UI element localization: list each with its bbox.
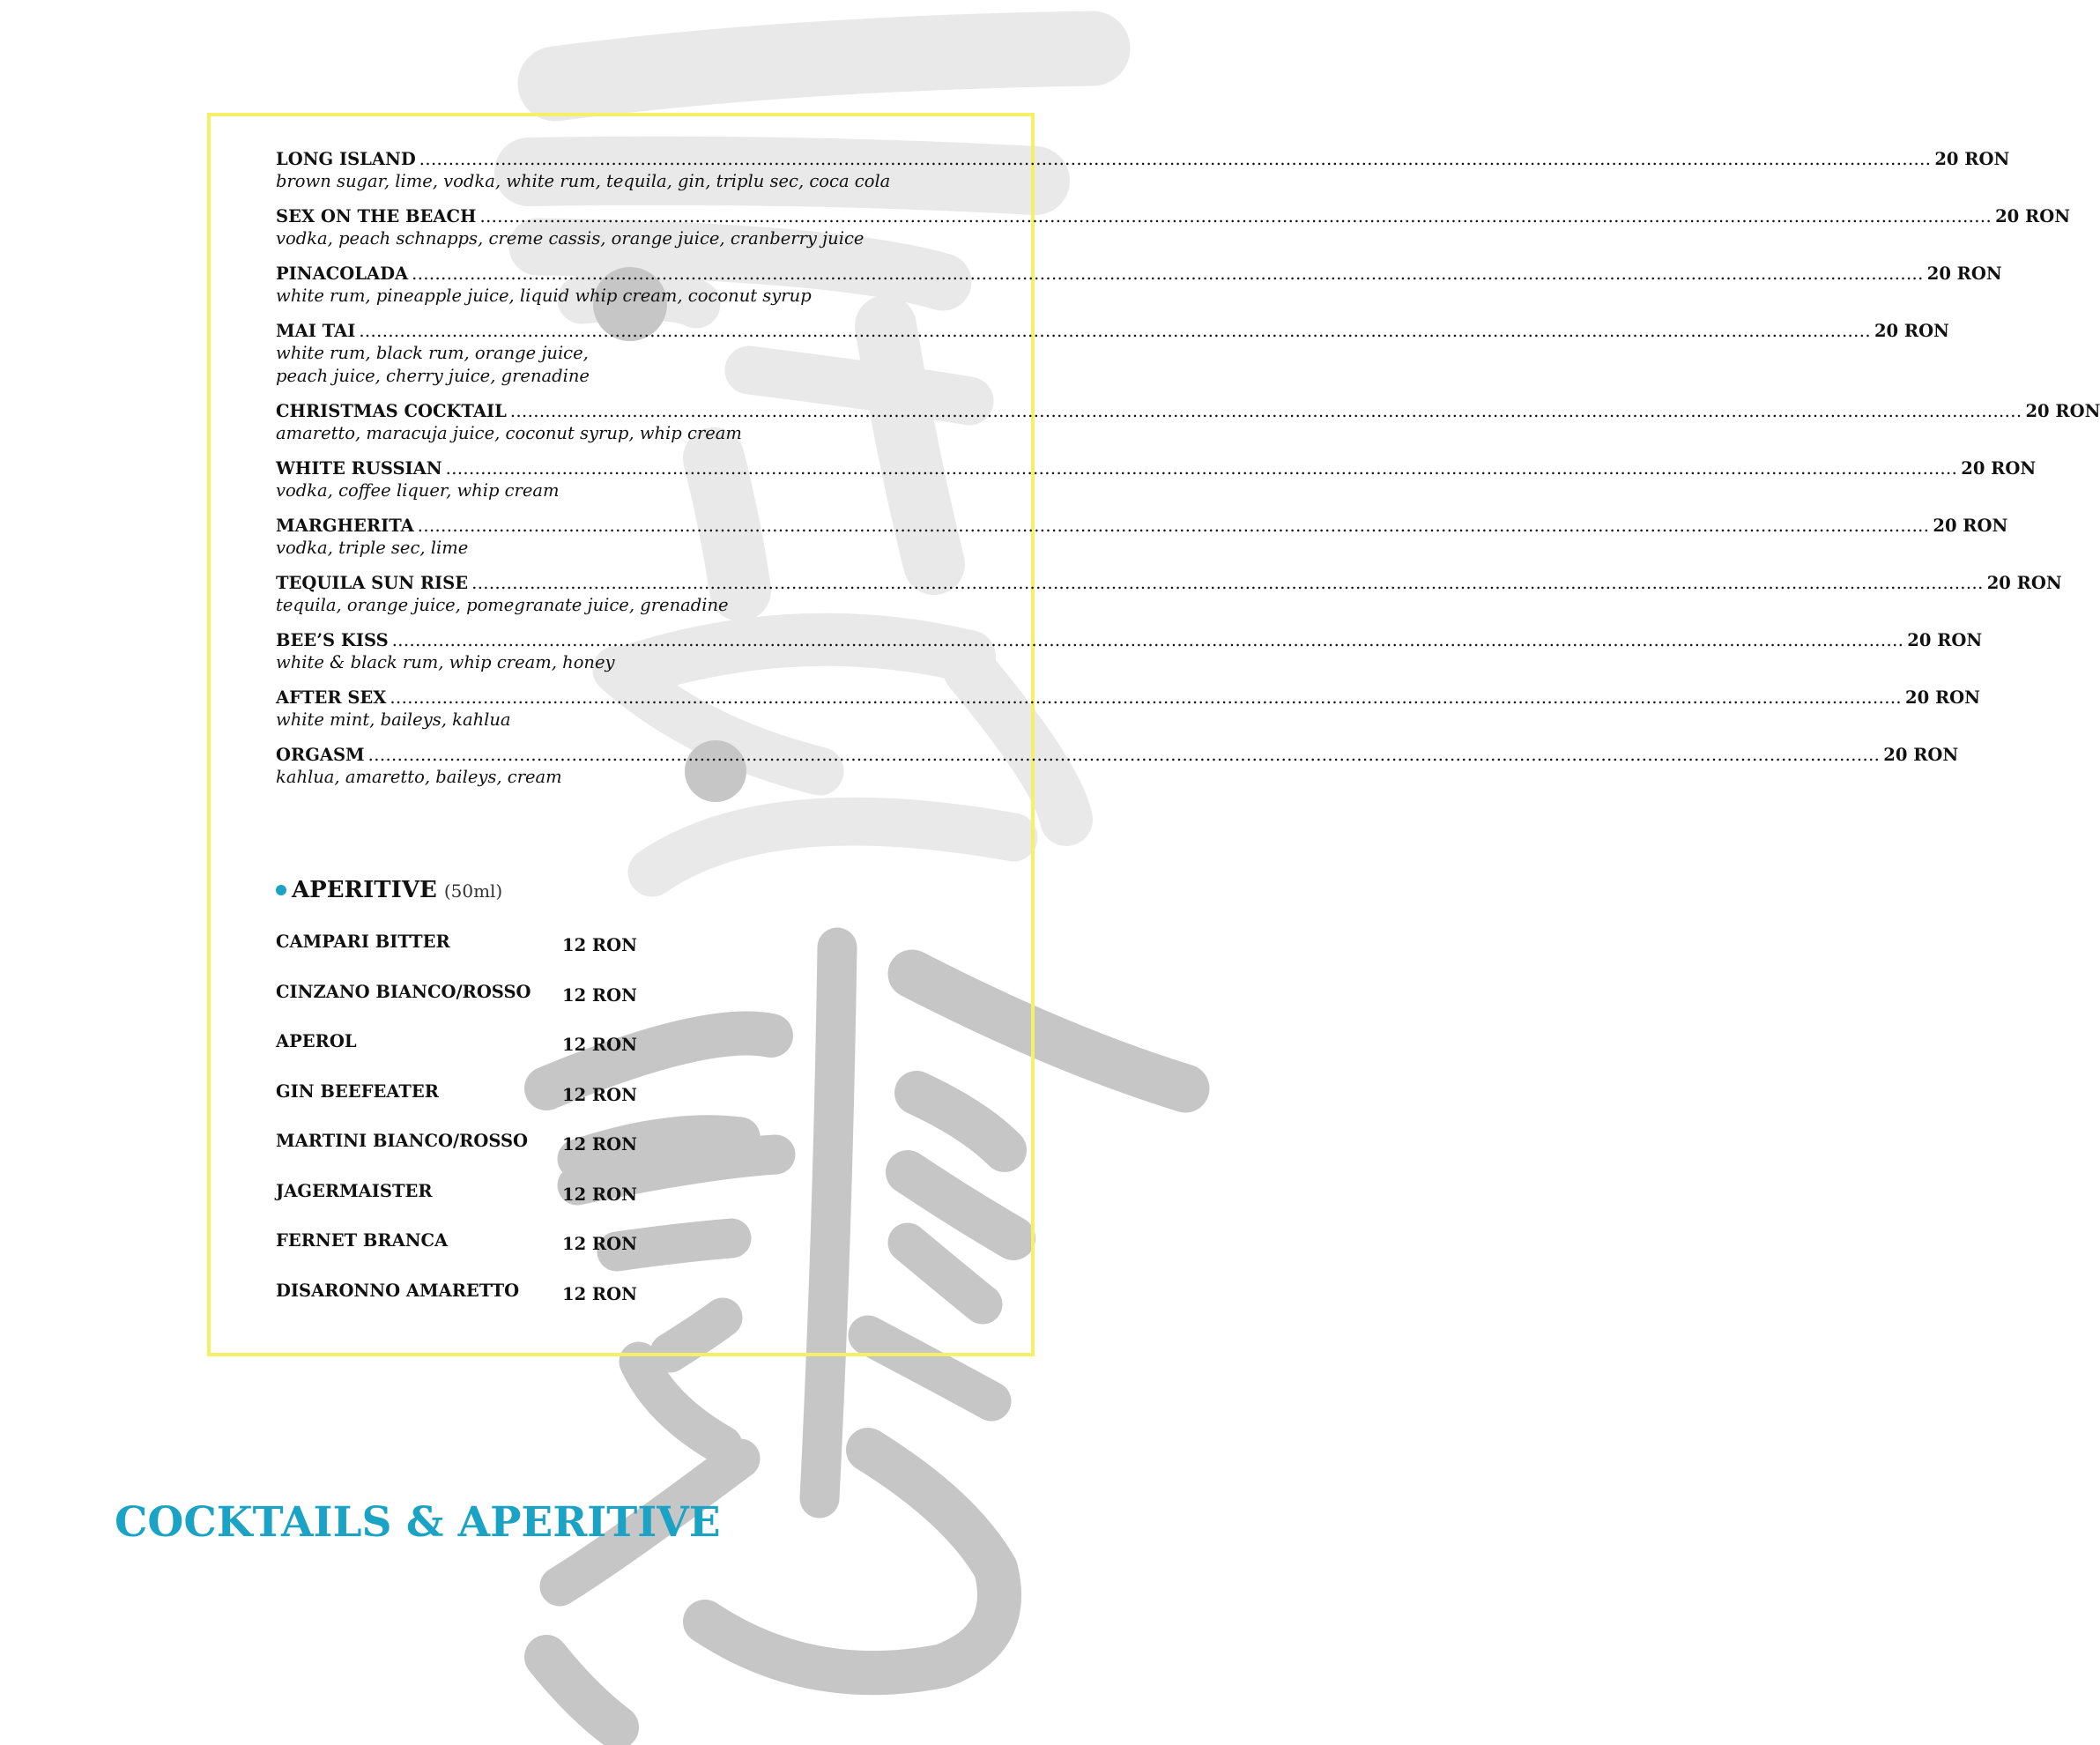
cocktail-item (276, 320, 1949, 388)
cocktail-price: 20 RON (1926, 264, 2002, 284)
cocktail-name: ORGASM (276, 745, 365, 765)
cocktail-price: 20 RON (2025, 401, 2100, 421)
aperitive-price: 12 RON (562, 1283, 637, 1304)
cocktail-item (276, 744, 1959, 789)
aperitive-item (276, 1281, 716, 1331)
aperitive-name: CINZANO BIANCO/ROSSO (276, 981, 531, 1002)
dot-leader: .................................................................................................................................................................................................................................................................... (391, 630, 1904, 650)
cocktail-price: 20 RON (1905, 687, 1980, 708)
dot-leader: .................................................................................................................................................................................................................................................................... (417, 516, 1930, 536)
cocktail-title-row (276, 572, 2062, 594)
cocktail-item (276, 400, 2100, 445)
dot-leader: .................................................................................................................................................................................................................................................................... (359, 321, 1871, 341)
aperitive-section-header (276, 877, 502, 903)
cocktail-item (276, 148, 2010, 193)
dot-leader: .................................................................................................................................................................................................................................................................... (445, 458, 1958, 479)
cocktail-price: 20 RON (1883, 745, 1959, 765)
cocktail-ingredients: vodka, coffee liquer, whip cream (276, 480, 560, 501)
cocktail-ingredients: kahlua, amaretto, baileys, cream (276, 767, 562, 787)
aperitive-name: APEROL (276, 1031, 357, 1051)
aperitive-name: JAGERMAISTER (276, 1180, 433, 1201)
cocktail-title-row (276, 687, 1980, 709)
aperitive-item (276, 932, 716, 982)
cocktail-item (276, 515, 2008, 560)
cocktail-title-row (276, 205, 2071, 227)
cocktail-title-row (276, 629, 1983, 651)
cocktail-title-row (276, 400, 2100, 422)
aperitive-price: 12 RON (562, 984, 637, 1006)
aperitive-name: GIN BEEFEATER (276, 1080, 439, 1102)
bullet-icon (276, 885, 286, 895)
cocktail-ingredients: brown sugar, lime, vodka, white rum, tequila, gin, triplu sec, coca cola (276, 171, 891, 191)
cocktail-price: 20 RON (1933, 516, 2008, 536)
dot-leader: .................................................................................................................................................................................................................................................................... (471, 573, 1984, 593)
cocktail-item (276, 457, 2037, 502)
dot-leader: .................................................................................................................................................................................................................................................................... (419, 149, 1932, 169)
cocktail-ingredients: white rum, pineapple juice, liquid whip cream, coconut syrup (276, 286, 812, 306)
aperitive-title: APERITIVE (292, 877, 437, 903)
cocktail-name: SEX ON THE BEACH (276, 206, 477, 226)
cocktail-name: WHITE RUSSIAN (276, 458, 442, 479)
cocktail-price: 20 RON (1934, 149, 2010, 169)
aperitive-price: 12 RON (562, 935, 637, 955)
cocktail-title-row (276, 457, 2037, 479)
cocktail-ingredients: white mint, baileys, kahlua (276, 709, 511, 730)
cocktail-item (276, 572, 2062, 617)
aperitive-list (276, 932, 716, 1330)
cocktail-name: CHRISTMAS COCKTAIL (276, 401, 507, 421)
aperitive-price: 12 RON (562, 1184, 637, 1205)
dot-leader: .................................................................................................................................................................................................................................................................... (509, 401, 2022, 421)
cocktail-item (276, 263, 2002, 308)
aperitive-item (276, 982, 716, 1032)
cocktail-ingredients: white rum, black rum, orange juice, (276, 343, 589, 363)
cocktail-name: AFTER SEX (276, 687, 387, 708)
cocktail-price: 20 RON (1874, 321, 1949, 341)
cocktail-name: BEE’S KISS (276, 630, 389, 650)
cocktail-ingredients: vodka, peach schnapps, creme cassis, orange juice, cranberry juice (276, 228, 864, 249)
cocktail-price: 20 RON (1995, 206, 2071, 226)
aperitive-subtitle: (50ml) (443, 880, 503, 902)
aperitive-name: FERNET BRANCA (276, 1230, 449, 1251)
dot-leader: .................................................................................................................................................................................................................................................................... (367, 745, 1881, 765)
cocktail-name: PINACOLADA (276, 264, 409, 284)
aperitive-item (276, 1131, 716, 1181)
cocktail-item (276, 205, 2071, 250)
cocktail-ingredients: tequila, orange juice, pomegranate juice, grenadine (276, 595, 729, 615)
aperitive-item (276, 1031, 716, 1081)
cocktail-ingredients: amaretto, maracuja juice, coconut syrup, whip cream (276, 423, 742, 443)
cocktail-title-row (276, 263, 2002, 285)
cocktail-name: MARGHERITA (276, 516, 414, 536)
cocktail-price: 20 RON (1961, 458, 2037, 479)
aperitive-item (276, 1081, 716, 1132)
cocktail-title-row (276, 515, 2008, 537)
aperitive-price: 12 RON (562, 1035, 637, 1055)
dot-leader: .................................................................................................................................................................................................................................................................... (479, 206, 1992, 226)
cocktail-ingredients: vodka, triple sec, lime (276, 538, 469, 558)
cocktail-name: TEQUILA SUN RISE (276, 573, 469, 593)
aperitive-item (276, 1230, 716, 1281)
cocktail-item (276, 629, 1983, 674)
cocktail-title-row (276, 148, 2010, 170)
aperitive-name: CAMPARI BITTER (276, 932, 450, 952)
page-title: COCKTAILS & APERITIVE (115, 1498, 721, 1547)
cocktail-list (276, 148, 2100, 801)
aperitive-price: 12 RON (562, 1134, 637, 1155)
aperitive-item (276, 1181, 716, 1231)
aperitive-name: DISARONNO AMARETTO (276, 1280, 520, 1301)
cocktail-name: LONG ISLAND (276, 149, 416, 169)
cocktail-title-row (276, 320, 1949, 342)
cocktail-item (276, 687, 1980, 731)
cocktail-ingredients: peach juice, cherry juice, grenadine (276, 366, 590, 386)
aperitive-name: MARTINI BIANCO/ROSSO (276, 1131, 529, 1151)
aperitive-price: 12 RON (562, 1234, 637, 1254)
cocktail-name: MAI TAI (276, 321, 356, 341)
cocktail-price: 20 RON (1907, 630, 1983, 650)
dot-leader: .................................................................................................................................................................................................................................................................... (390, 687, 1903, 708)
cocktail-ingredients: white & black rum, whip cream, honey (276, 652, 615, 672)
dot-leader: .................................................................................................................................................................................................................................................................... (412, 264, 1924, 284)
cocktail-title-row (276, 744, 1959, 766)
aperitive-price: 12 RON (562, 1084, 637, 1105)
cocktail-price: 20 RON (1986, 573, 2062, 593)
